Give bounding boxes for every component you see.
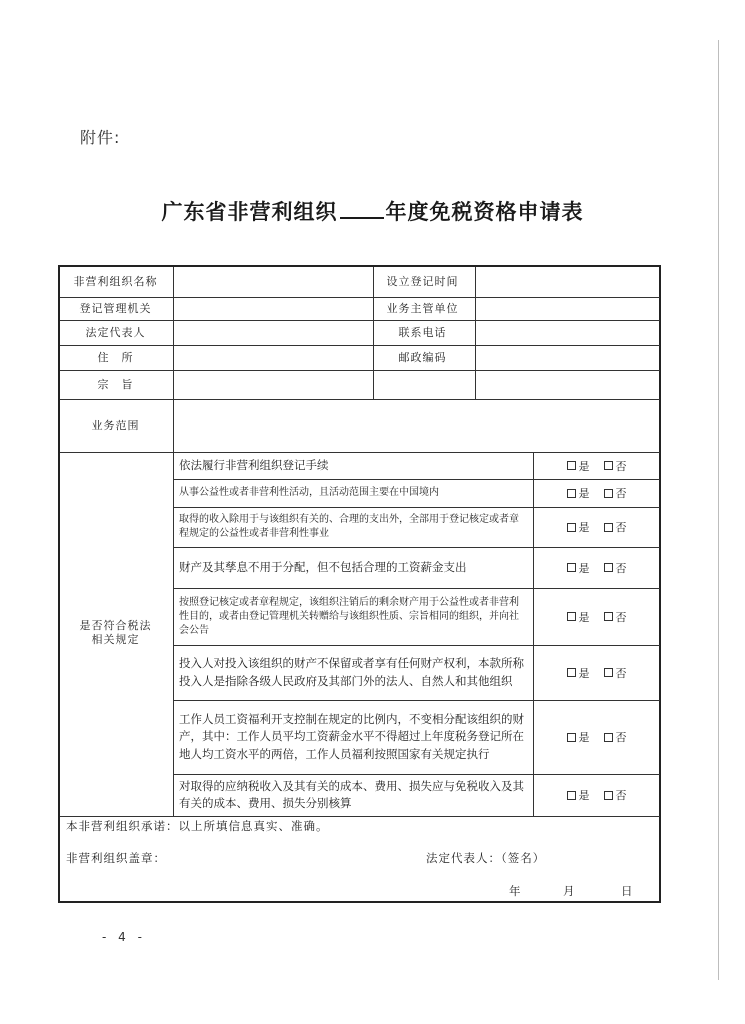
legal-rep-signature-label: 法定代表人：（签名） — [426, 851, 546, 865]
condition-6-no[interactable] — [604, 665, 627, 681]
reg-date-label: 设立登记时间 — [386, 275, 459, 289]
date-year: 年 — [509, 884, 522, 898]
condition-8: 对取得的应纳税收入及其有关的成本、费用、损失应与免税收入及其有关的成本、费用、损失分别核算 — [179, 778, 524, 810]
condition-8-no[interactable] — [604, 787, 627, 803]
no-label: 否 — [615, 487, 627, 500]
reg-authority-label: 登记管理机关 — [79, 301, 152, 315]
condition-6: 投入人对投入该组织的财产不保留或者享有任何财产权利，本款所称投入人是指除各级人民政府及其部门外的法人、自然人和其他组织 — [179, 656, 524, 688]
condition-5-choice — [533, 588, 660, 645]
checkbox-icon — [567, 489, 576, 498]
condition-6-yes[interactable] — [567, 665, 590, 681]
condition-1: 依法履行非营利组织登记手续 — [179, 457, 329, 472]
page-edge-line — [718, 40, 719, 980]
checkbox-icon — [567, 563, 576, 572]
reg-date-input[interactable] — [474, 267, 659, 297]
checkbox-icon — [604, 668, 613, 677]
seal-label: 非营利组织盖章： — [66, 851, 166, 865]
yes-label: 是 — [578, 487, 590, 500]
supervisor-input[interactable] — [474, 297, 659, 320]
page-number: - 4 - — [102, 930, 146, 944]
condition-3-yes[interactable] — [567, 519, 590, 535]
condition-5-yes[interactable] — [567, 609, 590, 625]
condition-8-yes[interactable] — [567, 787, 590, 803]
checkbox-icon — [604, 791, 613, 800]
checkbox-icon — [567, 668, 576, 677]
reg-authority-input[interactable] — [172, 297, 371, 320]
postcode-label: 邮政编码 — [398, 350, 447, 364]
compliance-label — [60, 452, 171, 814]
condition-2-choice — [533, 479, 660, 507]
condition-1-no[interactable] — [604, 458, 627, 474]
address-label: 住 所 — [97, 350, 134, 364]
attachment-label: 附件: — [80, 128, 121, 147]
org-name-input[interactable] — [172, 267, 371, 297]
form-title-prefix: 广东省非营利组织 — [161, 199, 338, 224]
checkbox-icon — [567, 523, 576, 532]
purpose-input[interactable] — [172, 370, 659, 399]
condition-5: 按照登记核定或者章程规定，该组织注销后的剩余财产用于公益性或者非营利性目的，或者由登记管理机关转赠给与该组织性质、宗旨相同的组织，并向社会公告 — [179, 596, 519, 636]
condition-4-yes[interactable] — [567, 560, 590, 576]
condition-4-choice — [533, 547, 660, 588]
condition-8-choice — [533, 774, 660, 816]
year-blank[interactable] — [340, 199, 384, 219]
condition-2-yes[interactable] — [567, 485, 590, 501]
compliance-label-line1: 是否符合税法 — [79, 619, 152, 633]
condition-4: 财产及其孳息不用于分配，但不包括合理的工资薪金支出 — [179, 559, 467, 574]
no-label: 否 — [615, 789, 627, 802]
form-title-suffix: 年度免税资格申请表 — [385, 199, 584, 224]
scope-input[interactable] — [172, 399, 659, 452]
no-label: 否 — [615, 731, 627, 744]
yes-label: 是 — [578, 789, 590, 802]
yes-label: 是 — [578, 521, 590, 534]
no-label: 否 — [615, 459, 627, 473]
checkbox-icon — [604, 523, 613, 532]
yes-label: 是 — [578, 561, 590, 575]
supervisor-label: 业务主管单位 — [386, 301, 459, 315]
condition-1-choice — [533, 452, 660, 479]
commitment-text: 本非营利组织承诺：以上所填信息真实、准确。 — [66, 819, 329, 833]
checkbox-icon — [567, 612, 576, 621]
legal-rep-label: 法定代表人 — [85, 325, 146, 339]
checkbox-icon — [604, 733, 613, 742]
date-day: 日 — [621, 884, 634, 898]
checkbox-icon — [604, 489, 613, 498]
yes-label: 是 — [578, 610, 590, 624]
checkbox-icon — [604, 461, 613, 470]
legal-rep-input[interactable] — [172, 320, 371, 345]
no-label: 否 — [615, 610, 627, 624]
condition-7-no[interactable] — [604, 729, 627, 745]
scope-label: 业务范围 — [91, 418, 140, 432]
condition-6-choice — [533, 645, 660, 700]
postcode-input[interactable] — [474, 345, 659, 370]
condition-7-yes[interactable] — [567, 729, 590, 745]
no-label: 否 — [615, 666, 627, 680]
condition-5-no[interactable] — [604, 609, 627, 625]
date-month: 月 — [563, 884, 576, 898]
checkbox-icon — [567, 733, 576, 742]
condition-2: 从事公益性或者非营利性活动，且活动范围主要在中国境内 — [179, 487, 439, 498]
phone-label: 联系电话 — [398, 325, 447, 339]
condition-1-yes[interactable] — [567, 458, 590, 474]
condition-2-no[interactable] — [604, 485, 627, 501]
checkbox-icon — [567, 461, 576, 470]
no-label: 否 — [615, 521, 627, 534]
checkbox-icon — [567, 791, 576, 800]
yes-label: 是 — [578, 459, 590, 473]
org-name-label: 非营利组织名称 — [73, 275, 158, 289]
yes-label: 是 — [578, 666, 590, 680]
condition-3-choice — [533, 507, 660, 547]
checkbox-icon — [604, 612, 613, 621]
purpose-label: 宗 旨 — [97, 377, 134, 391]
address-input[interactable] — [172, 345, 371, 370]
no-label: 否 — [615, 561, 627, 575]
condition-7: 工作人员工资福利开支控制在规定的比例内，不变相分配该组织的财产，其中：工作人员平均工资薪金水平不得超过上年度税务登记所在地人均工资水平的两倍，工作人员福利按照国家有关规定执行 — [179, 712, 524, 761]
phone-input[interactable] — [474, 320, 659, 345]
compliance-label-line2: 相关规定 — [91, 633, 140, 646]
condition-4-no[interactable] — [604, 560, 627, 576]
form-title — [0, 196, 745, 226]
condition-7-choice — [533, 700, 660, 774]
checkbox-icon — [604, 563, 613, 572]
condition-3-no[interactable] — [604, 519, 627, 535]
condition-3: 取得的收入除用于与该组织有关的、合理的支出外，全部用于登记核定或者章程规定的公益性或者非营利性事业 — [179, 514, 519, 539]
yes-label: 是 — [578, 731, 590, 744]
